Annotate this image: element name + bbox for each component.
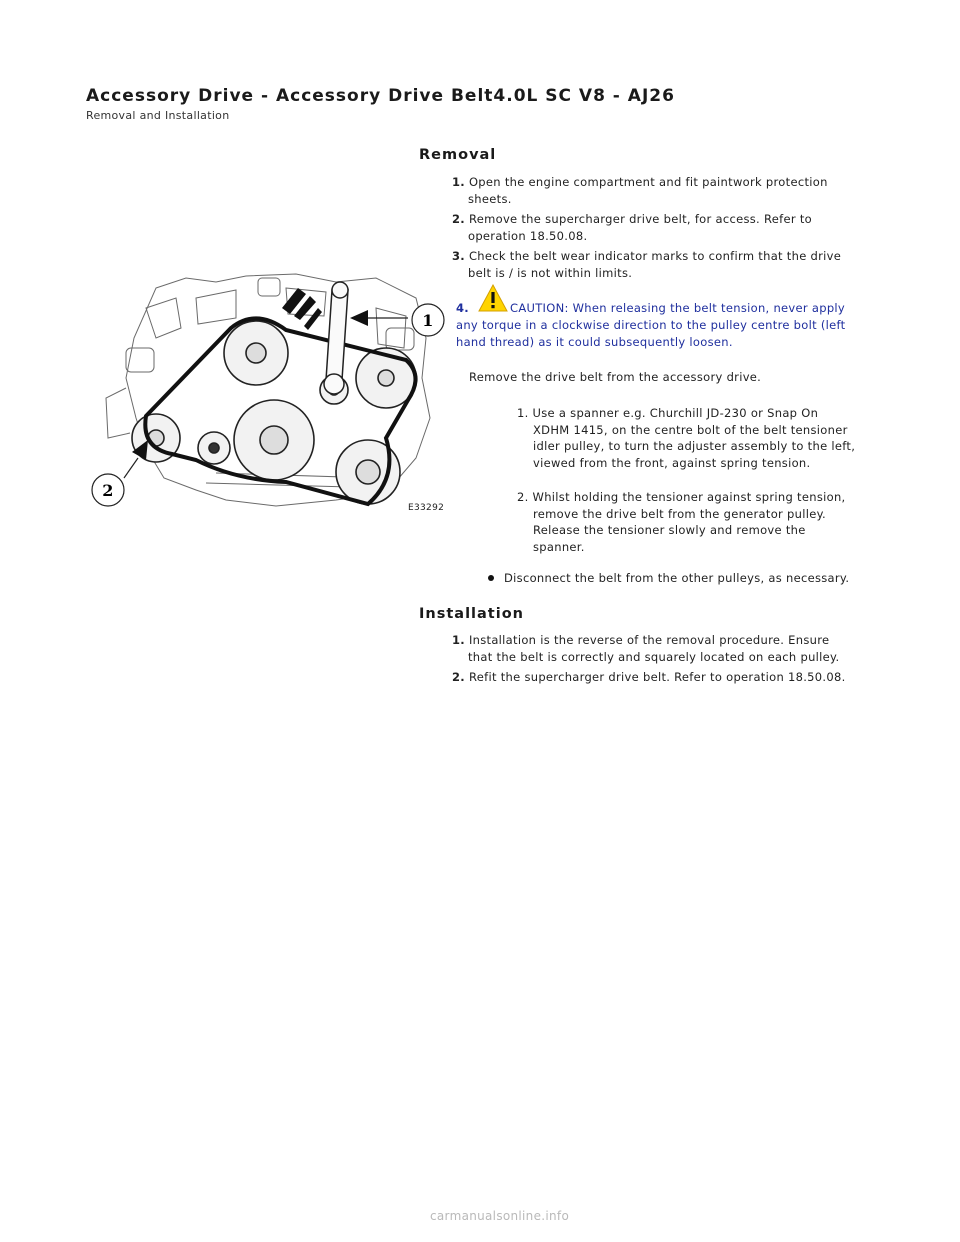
removal-substep-2: [517, 489, 877, 555]
warning-icon: [478, 284, 508, 317]
page-subtitle: Removal and Installation: [86, 109, 230, 122]
step-number: 3.: [452, 249, 465, 263]
step-text: Remove the supercharger drive belt, for access. Refer to: [468, 212, 812, 226]
substep-text: 2. Whilst holding the tensioner against spring tension,: [517, 490, 846, 504]
substep-text-cont: idler pulley, to turn the adjuster assembly to the left,: [533, 439, 856, 453]
step-text: Open the engine compartment and fit paintwork protection: [468, 175, 828, 189]
substep-text-cont: Release the tensioner slowly and remove the: [533, 523, 806, 537]
substep-text-cont: spanner.: [533, 539, 585, 554]
step-number: 1.: [452, 175, 465, 189]
substep-text-cont: remove the drive belt from the generator pulley.: [533, 506, 827, 521]
installation-step-2: [452, 669, 892, 686]
bullet-text: Disconnect the belt from the other pulleys, as necessary.: [504, 571, 850, 585]
step-text-cont: operation 18.50.08.: [468, 228, 588, 243]
installation-heading: Installation: [419, 606, 524, 622]
substep-text-cont: XDHM 1415, on the centre bolt of the belt tensioner: [533, 422, 848, 437]
callout-2: 2: [102, 481, 114, 500]
diagram-svg: [86, 268, 446, 516]
removal-step-2: [452, 211, 872, 244]
step-text-cont: sheets.: [468, 191, 512, 206]
removal-instruction: Remove the drive belt from the accessory drive.: [469, 370, 762, 384]
step-number: 2.: [452, 212, 465, 226]
footer-watermark: carmanualsonline.info: [430, 1209, 570, 1223]
caution-number: 4.: [456, 301, 469, 315]
removal-heading: Removal: [419, 147, 497, 163]
removal-step-1: [452, 174, 872, 207]
figure-code: E33292: [408, 503, 445, 513]
caution-block: [456, 284, 876, 350]
step-number: 1.: [452, 633, 465, 647]
step-text-cont: belt is / is not within limits.: [468, 265, 633, 280]
removal-step-3: [452, 248, 872, 281]
step-text: Installation is the reverse of the removal procedure. Ensure: [468, 633, 830, 647]
step-number: 2.: [452, 670, 465, 684]
bullet-icon: [488, 575, 494, 581]
page-title: Accessory Drive - Accessory Drive Belt4.0L SC V8 - AJ26: [86, 86, 675, 106]
substep-text-cont: viewed from the front, against spring tension.: [533, 455, 811, 470]
callout-1: 1: [422, 311, 434, 330]
installation-step-1: [452, 632, 872, 665]
step-text-cont: that the belt is correctly and squarely located on each pulley.: [468, 649, 840, 664]
step-text: Refit the supercharger drive belt. Refer to operation 18.50.08.: [468, 670, 846, 684]
caution-text-cont-2: hand thread) as it could subsequently loosen.: [456, 334, 733, 349]
step-text: Check the belt wear indicator marks to confirm that the drive: [468, 249, 842, 263]
caution-text-cont-1: any torque in a clockwise direction to the pulley centre bolt (left: [456, 318, 846, 332]
caution-text: CAUTION: When releasing the belt tension, never apply: [510, 301, 846, 315]
removal-substep-1: [517, 405, 877, 471]
engine-belt-diagram: [86, 268, 446, 516]
removal-bullet: [488, 570, 849, 587]
substep-text: 1. Use a spanner e.g. Churchill JD-230 or Snap On: [517, 406, 819, 420]
